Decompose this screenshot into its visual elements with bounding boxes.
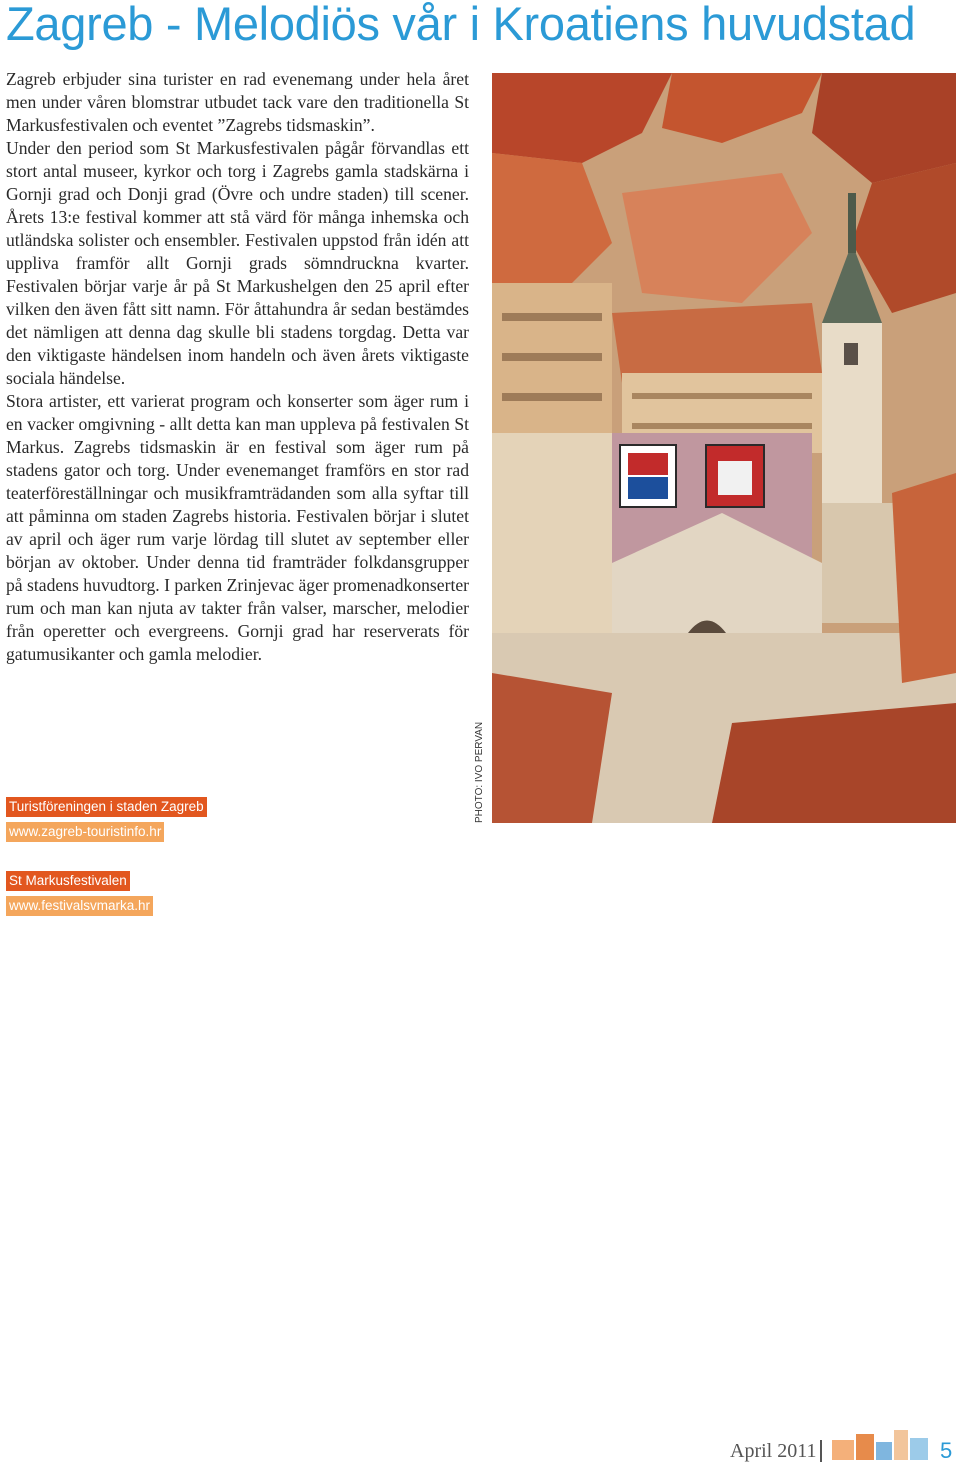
page-number: 5 — [940, 1438, 953, 1463]
tourist-board-label: Turistföreningen i staden Zagreb — [6, 797, 207, 817]
article-body — [6, 68, 469, 666]
paragraph-festival: Under den period som St Markusfestivalen pågår förvandlas ett stort antal museer, kyrkor och torg i Zagrebs gamla stadskärna i Gornji grad och Donji grad (Övre och undre staden) till scener. Årets 13:e festival kommer att stå värd för många inhemska och utländska solister och ensembler. Festivalen uppstod från idén att uppliva framför allt Gornji grads sömndruckna kvarter. Festivalen börjar varje år på St Markushelgen den 25 april efter vilken den även fått sitt namn. För åttahundra år sedan bestämdes det nämligen att denna dag skulle bli stadens torgdag. Detta var den viktigaste händelsen inom handeln och även årets viktigaste sociala händelse. — [6, 138, 469, 388]
paragraph-time-machine: Stora artister, ett varierat program och konserter som äger rum i en vacker omgivning - allt detta kan man uppleva på festivalen St Markus. Zagrebs tidsmaskin är en festival som äger rum på stadens gator och torg. Under evenemanget framförs en stor rad teaterföreställningar och musikframträdanden som alla syftar till att påminna om staden Zagrebs historia. Festivalen börjar i slutet av april och äger rum varje lördag till slutet av september eller början av oktober. Under denna tid framträder folkdansgrupper på stadens huvudtorg. I parken Zrinjevac äger promenadkonserter rum och man kan njuta av takter från valser, marscher, melodier från operetter och evergreens. Gornji grad har reserverats för gatumusikanter och gamla melodier. — [6, 391, 469, 664]
issue-date: April 2011 — [730, 1440, 817, 1462]
magazine-logo-icon — [832, 1428, 928, 1462]
festival-link[interactable]: www.festivalsvmarka.hr — [6, 896, 153, 916]
tourist-board-link[interactable]: www.zagreb-touristinfo.hr — [6, 822, 164, 842]
article-title: Zagreb - Melodiös vår i Kroatiens huvudstad — [6, 0, 916, 50]
footer-divider — [820, 1440, 822, 1462]
paragraph-intro: Zagreb erbjuder sina turister en rad evenemang under hela året men under våren blomstrar utbudet tack vare den traditionella St Markusfestivalen och eventet ”Zagrebs tidsmaskin”. — [6, 69, 469, 135]
aerial-photo-st-marks-church — [492, 73, 956, 823]
photo-credit: PHOTO: IVO PERVAN — [474, 721, 485, 823]
festival-label: St Markusfestivalen — [6, 871, 130, 891]
